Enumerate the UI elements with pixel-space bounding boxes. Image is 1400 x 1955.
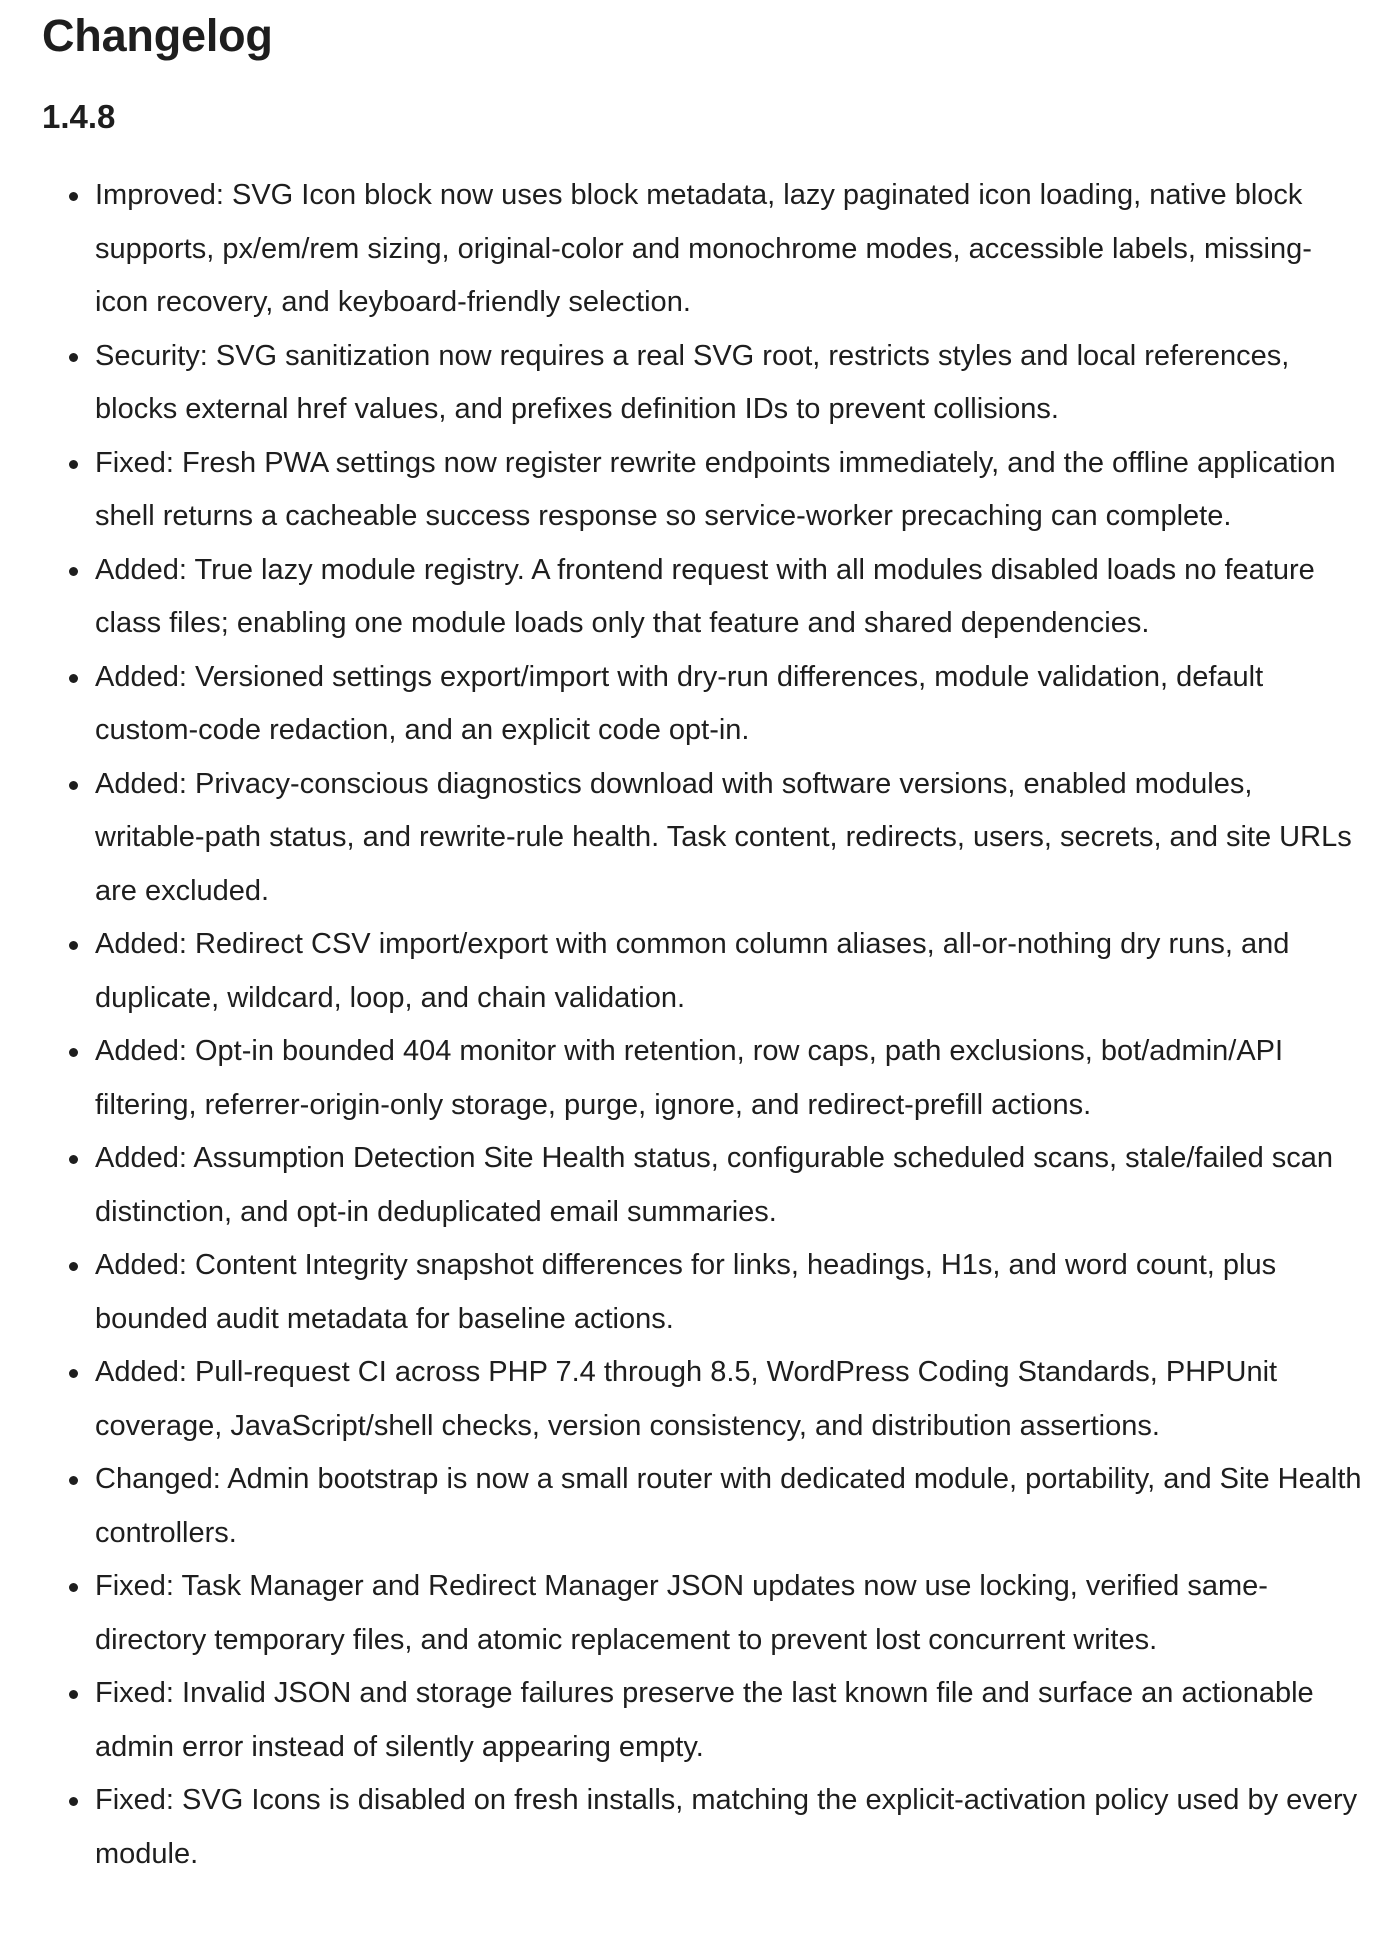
- changelog-item-text: Fixed: Invalid JSON and storage failures preserve the last known file and surface an actionable admin error instead of silently appearing empty.: [95, 1677, 1314, 1763]
- changelog-item: [42, 1667, 1362, 1774]
- bullet-icon: [69, 1797, 78, 1806]
- changelog-item-text: Added: Privacy-conscious diagnostics download with software versions, enabled modules, writable-path status, and rewrite-rule health. Task content, redirects, users, secrets, and site URLs are excluded.: [95, 767, 1352, 907]
- bullet-icon: [69, 941, 78, 950]
- bullet-icon: [69, 460, 78, 469]
- changelog-item-text: Security: SVG sanitization now requires a real SVG root, restricts styles and local references, blocks external href values, and prefixes definition IDs to prevent collisions.: [95, 339, 1290, 425]
- changelog-item: [42, 1453, 1362, 1560]
- bullet-icon: [69, 567, 78, 576]
- version-heading: 1.4.8: [42, 98, 116, 135]
- changelog-item: [42, 169, 1362, 330]
- changelog-item-text: Added: Versioned settings export/import with dry-run differences, module validation, default custom-code redaction, and an explicit code opt-in.: [95, 660, 1264, 746]
- page-title: Changelog: [42, 10, 273, 61]
- changelog-item: [42, 330, 1362, 437]
- bullet-icon: [69, 674, 78, 683]
- bullet-icon: [69, 1048, 78, 1057]
- changelog-item: [42, 1346, 1362, 1453]
- bullet-icon: [69, 1476, 78, 1485]
- changelog-item: [42, 544, 1362, 651]
- changelog-item-text: Added: Assumption Detection Site Health status, configurable scheduled scans, stale/failed scan distinction, and opt-in deduplicated email summaries.: [95, 1142, 1334, 1228]
- changelog-item-text: Improved: SVG Icon block now uses block metadata, lazy paginated icon loading, native block supports, px/em/rem sizing, original-color and monochrome modes, accessible labels, missing-icon recovery, and keyboard-friendly selection.: [95, 179, 1312, 318]
- changelog-item-text: Added: True lazy module registry. A frontend request with all modules disabled loads no feature class files; enabling one module loads only that feature and shared dependencies.: [95, 553, 1315, 639]
- changelog-item-text: Changed: Admin bootstrap is now a small router with dedicated module, portability, and Site Health controllers.: [95, 1463, 1362, 1549]
- changelog-item: [42, 437, 1362, 544]
- changelog-item-text: Fixed: Task Manager and Redirect Manager JSON updates now use locking, verified same-directory temporary files, and atomic replacement to prevent lost concurrent writes.: [95, 1570, 1268, 1656]
- changelog-item: [42, 1560, 1362, 1667]
- changelog-item: [42, 918, 1362, 1025]
- bullet-icon: [69, 1155, 78, 1164]
- bullet-icon: [69, 781, 78, 790]
- bullet-icon: [69, 192, 78, 201]
- changelog-item: [42, 1239, 1362, 1346]
- changelog-item-text: Added: Redirect CSV import/export with common column aliases, all-or-nothing dry runs, and duplicate, wildcard, loop, and chain validation.: [95, 928, 1290, 1014]
- changelog-item: [42, 1132, 1362, 1239]
- changelog-item: [42, 1774, 1362, 1881]
- bullet-icon: [69, 1583, 78, 1592]
- changelog-item: [42, 1025, 1362, 1132]
- changelog-item: [42, 651, 1362, 758]
- changelog-item-text: Fixed: SVG Icons is disabled on fresh installs, matching the explicit-activation policy used by every module.: [95, 1784, 1358, 1870]
- changelog-item-text: Fixed: Fresh PWA settings now register rewrite endpoints immediately, and the offline application shell returns a cacheable success response so service-worker precaching can complete.: [95, 446, 1336, 532]
- bullet-icon: [69, 353, 78, 362]
- bullet-icon: [69, 1262, 78, 1271]
- changelog-item-text: Added: Pull-request CI across PHP 7.4 through 8.5, WordPress Coding Standards, PHPUnit coverage, JavaScript/shell checks, version consistency, and distribution assertions.: [95, 1356, 1278, 1442]
- bullet-icon: [69, 1690, 78, 1699]
- bullet-icon: [69, 1369, 78, 1378]
- changelog-list: [42, 169, 1362, 1881]
- changelog-item: [42, 758, 1362, 919]
- changelog-item-text: Added: Opt-in bounded 404 monitor with retention, row caps, path exclusions, bot/admin/API filtering, referrer-origin-only storage, purge, ignore, and redirect-prefill actions.: [95, 1035, 1284, 1121]
- changelog-item-text: Added: Content Integrity snapshot differences for links, headings, H1s, and word count, plus bounded audit metadata for baseline actions.: [95, 1249, 1277, 1335]
